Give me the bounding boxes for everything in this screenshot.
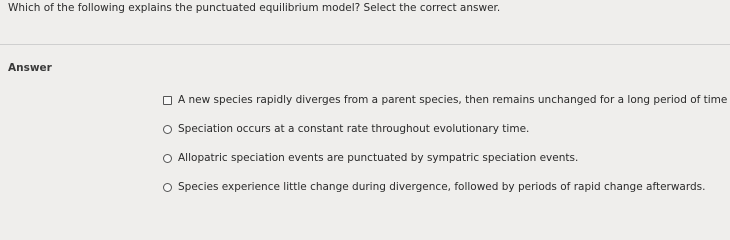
answer-option-label: Speciation occurs at a constant rate throughout evolutionary time. xyxy=(178,123,530,135)
answer-option-label: A new species rapidly diverges from a parent species, then remains unchanged for a long period of time xyxy=(178,94,728,106)
answer-options xyxy=(163,94,730,210)
answer-option-label: Allopatric speciation events are punctuated by sympatric speciation events. xyxy=(178,152,579,164)
answer-option-2[interactable] xyxy=(163,123,730,152)
answer-option-4[interactable] xyxy=(163,181,730,210)
answer-heading: Answer xyxy=(8,62,52,74)
answer-option-3[interactable] xyxy=(163,152,730,181)
radio-icon[interactable] xyxy=(163,183,172,192)
radio-icon[interactable] xyxy=(163,125,172,134)
answer-option-1[interactable] xyxy=(163,94,730,123)
question-text: Which of the following explains the punctuated equilibrium model? Select the correct answer. xyxy=(8,2,501,14)
checkbox-icon[interactable] xyxy=(163,96,172,105)
divider xyxy=(0,44,730,45)
answer-option-label: Species experience little change during divergence, followed by periods of rapid change afterwards. xyxy=(178,181,706,193)
radio-icon[interactable] xyxy=(163,154,172,163)
